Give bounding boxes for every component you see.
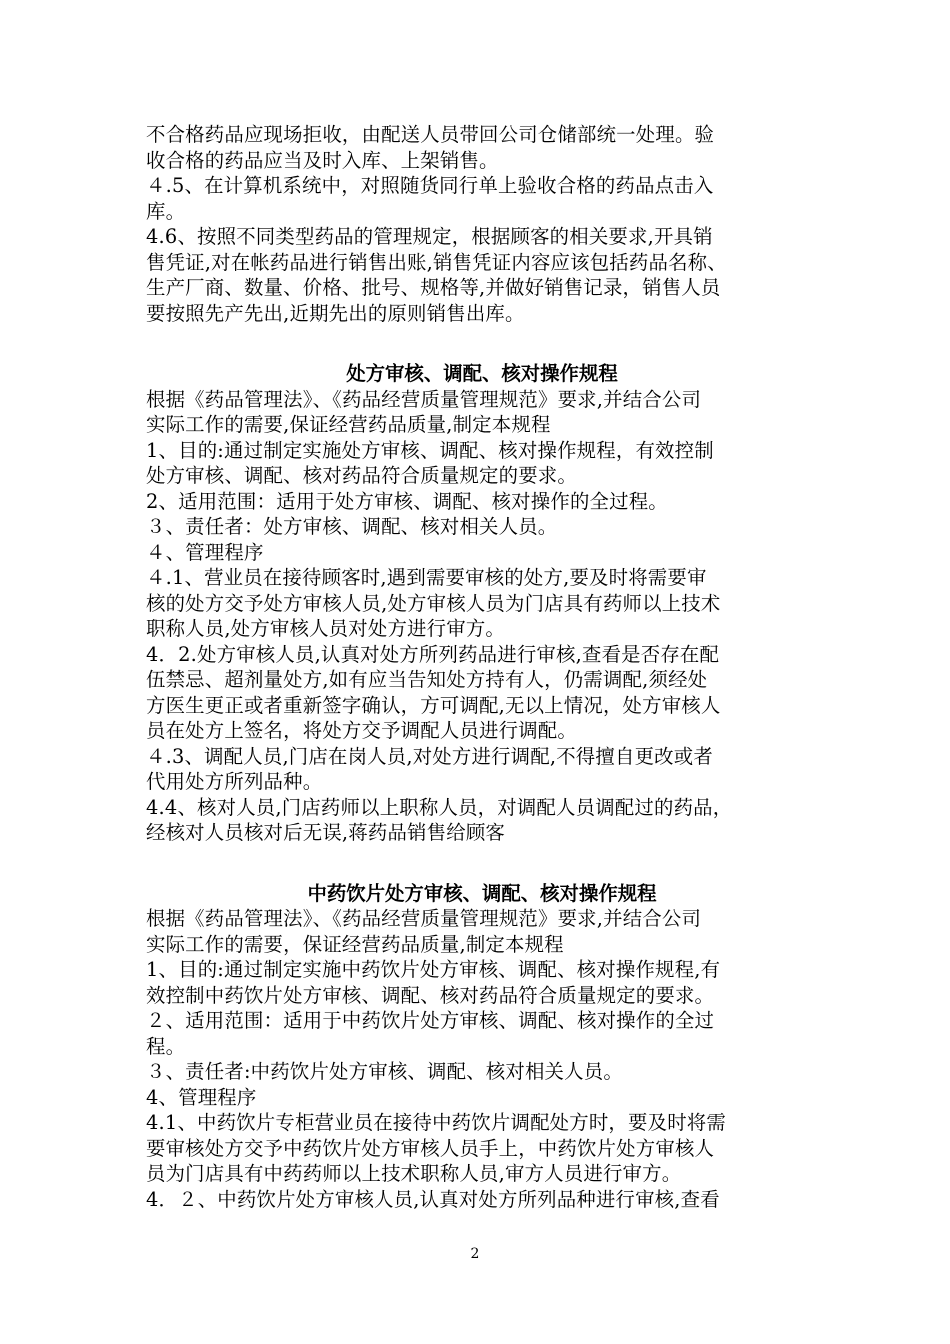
text-line: 根据《药品管理法》、《药品经营质量管理规范》要求,并结合公司: [146, 387, 702, 411]
text-line: 收合格的药品应当及时入库、上架销售。: [146, 148, 499, 172]
text-line: 伍禁忌、超剂量处方,如有应当告知处方持有人，仍需调配,须经处: [146, 668, 708, 691]
text-line: 不合格药品应现场拒收，由配送人员带回公司仓储部统一处理。验: [146, 123, 715, 146]
section-prescription-review: [146, 361, 818, 846]
section-herbal-prescription-review: [146, 881, 818, 1213]
text-line: 方医生更正或者重新签字确认，方可调配,无以上情况，处方审核人: [146, 693, 721, 717]
text-line: 程。: [146, 1034, 186, 1058]
text-line: 职称人员,处方审核人员对处方进行审方。: [146, 617, 505, 640]
text-line: 经核对人员核对后无误,蒋药品销售给顾客: [146, 821, 505, 844]
text-line: 4．２、中药饮片处方审核人员,认真对处方所列品种进行审核,查看: [146, 1187, 720, 1211]
text-line: 效控制中药饮片处方审核、调配、核对药品符合质量规定的要求。: [146, 983, 715, 1007]
text-line: 生产厂商、数量、价格、批号、规格等,并做好销售记录，销售人员: [146, 276, 721, 299]
text-line: ３、责任者:中药饮片处方审核、调配、核对相关人员。: [146, 1060, 623, 1083]
text-line: 实际工作的需要，保证经营药品质量,制定本规程: [146, 932, 564, 956]
text-line: 员在处方上签名，将处方交予调配人员进行调配。: [146, 719, 577, 742]
text-line: ４、管理程序: [146, 540, 264, 564]
text-line: 要按照先产先出,近期先出的原则销售出库。: [146, 301, 525, 325]
section-spacer: [146, 326, 818, 361]
section-spacer: [146, 846, 818, 881]
page-number: 2: [470, 1246, 480, 1262]
text-line: 核的处方交予处方审核人员,处方审核人员为门店具有药师以上技术: [146, 591, 721, 615]
text-line: ４.3、调配人员,门店在岗人员,对处方进行调配,不得擅自更改或者: [146, 744, 713, 768]
text-line: 4.6、按照不同类型药品的管理规定，根据顾客的相关要求,开具销: [146, 225, 713, 248]
text-line: 1、目的:通过制定实施中药饮片处方审核、调配、核对操作规程,有: [146, 958, 721, 981]
text-line: 4、管理程序: [146, 1085, 257, 1109]
text-line: 4．2.处方审核人员,认真对处方所列药品进行审核,查看是否存在配: [146, 642, 720, 666]
text-line: ２、适用范围：适用于中药饮片处方审核、调配、核对操作的全过: [146, 1009, 715, 1032]
text-line: 2、适用范围：适用于处方审核、调配、核对操作的全过程。: [146, 489, 668, 513]
document-body: [146, 122, 818, 1212]
text-line: ３、责任者：处方审核、调配、核对相关人员。: [146, 515, 558, 538]
text-line: 4.4、核对人员,门店药师以上职称人员，对调配人员调配过的药品，: [146, 795, 733, 819]
text-line: 1、目的:通过制定实施处方审核、调配、核对操作规程，有效控制: [146, 438, 714, 462]
text-line: 售凭证,对在帐药品进行销售出账,销售凭证内容应该包括药品名称、: [146, 250, 727, 274]
text-line: 库。: [146, 199, 186, 223]
text-line: 要审核处方交予中药饮片处方审核人员手上，中药饮片处方审核人: [146, 1136, 715, 1160]
intro-paragraphs: [146, 122, 818, 326]
text-line: 4.1、中药饮片专柜营业员在接待中药饮片调配处方时，要及时将需: [146, 1111, 726, 1134]
text-line: 代用处方所列品种。: [146, 770, 323, 793]
section-title: 中药饮片处方审核、调配、核对操作规程: [307, 881, 657, 905]
text-line: 根据《药品管理法》、《药品经营质量管理规范》要求,并结合公司: [146, 907, 702, 930]
section-title: 处方审核、调配、核对操作规程: [346, 362, 618, 385]
text-line: 实际工作的需要,保证经营药品质量,制定本规程: [146, 413, 551, 436]
text-line: ４.1、营业员在接待顾客时,遇到需要审核的处方,要及时将需要审: [146, 566, 707, 589]
text-line: 处方审核、调配、核对药品符合质量规定的要求。: [146, 464, 577, 487]
text-line: 员为门店具有中药药师以上技术职称人员,审方人员进行审方。: [146, 1162, 682, 1185]
text-line: ４.5、在计算机系统中，对照随货同行单上验收合格的药品点击入: [146, 174, 714, 197]
